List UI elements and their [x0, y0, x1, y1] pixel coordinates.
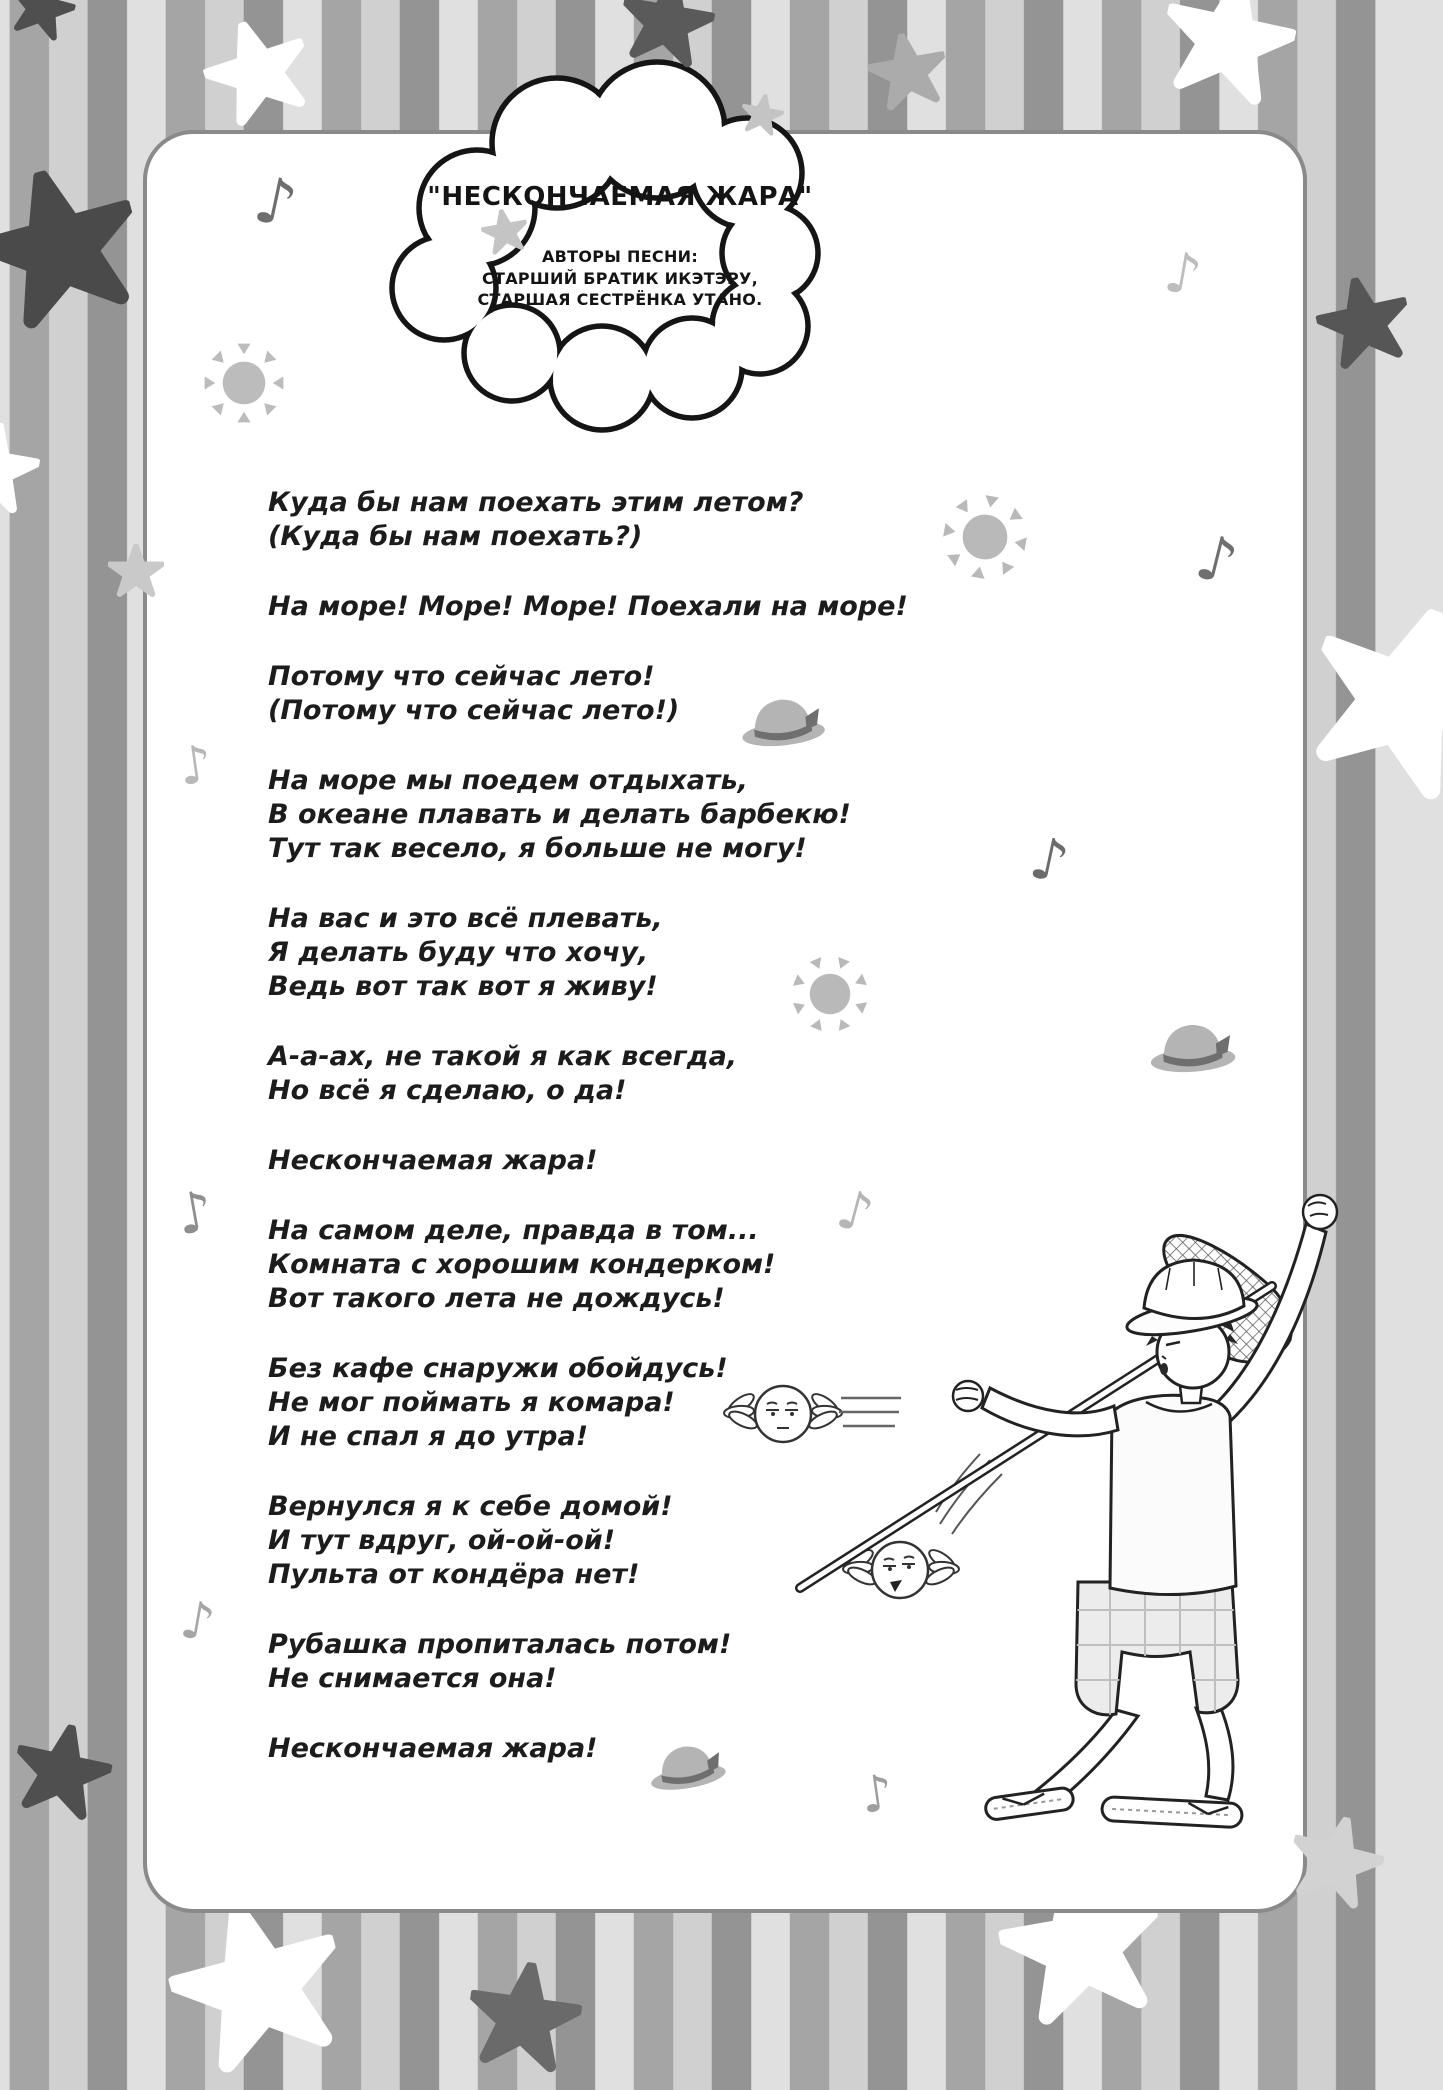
note-icon: ♪ — [247, 162, 304, 244]
lyric-stanza: На море мы поедем отдыхать, В океане плавать и делать барбекю! Тут так весело, я больше не могу! — [268, 765, 851, 864]
star-icon — [621, 0, 713, 72]
note-icon: ♪ — [1024, 822, 1075, 898]
star-icon — [108, 544, 164, 604]
star-icon — [14, 1724, 110, 1824]
lyric-stanza: Нескончаемая жара! — [268, 1145, 598, 1176]
note-icon: ♪ — [1188, 519, 1245, 600]
note-icon: ♪ — [830, 1176, 881, 1247]
star-icon — [1318, 277, 1410, 373]
authors-line: АВТОРЫ ПЕСНИ: — [541, 247, 699, 266]
lyric-stanza: Рубашка пропиталась потом! Не снимается она! — [268, 1629, 732, 1694]
star-icon — [10, 0, 74, 44]
lyric-stanza: На вас и это всё плевать, Я делать буду что хочу, Ведь вот так вот я живу! — [268, 903, 663, 1002]
lyric-stanza: На самом деле, правда в том... Комната с хорошим кондерком! Вот такого лета не дождусь! — [268, 1215, 776, 1314]
lyric-stanza: А-а-ах, не такой я как всегда, Но всё я сделаю, о да! — [268, 1041, 738, 1106]
lyric-stanza: Куда бы нам поехать этим летом? (Куда бы нам поехать?) — [268, 487, 804, 552]
song-title: "НЕСКОНЧАЕМАЯ ЖАРА" — [427, 182, 813, 212]
star-icon — [1309, 605, 1443, 799]
note-icon: ♪ — [857, 1763, 897, 1825]
star-icon — [0, 169, 139, 331]
sun-icon — [203, 342, 285, 428]
hat-icon — [1146, 1012, 1238, 1080]
note-icon: ♪ — [176, 1589, 220, 1655]
star-icon — [741, 94, 783, 140]
lyric-stanza: На море! Море! Море! Поехали на море! — [268, 591, 908, 622]
lyric-stanza: Вернулся я к себе домой! И тут вдруг, ой-ой-ой! Пульта от кондёра нет! — [268, 1491, 673, 1590]
star-icon — [869, 33, 947, 115]
lyrics — [268, 486, 1058, 1802]
authors-line: СТАРШИЙ БРАТИК ИКЭТЭРУ, — [481, 268, 759, 288]
star-icon — [206, 20, 310, 128]
lyric-stanza: Без кафе снаружи обойдусь! Не мог поймать я комара! И не спал я до утра! — [268, 1353, 728, 1452]
lyric-stanza: Нескончаемая жара! — [268, 1733, 598, 1764]
star-icon — [0, 422, 38, 518]
star-icon — [468, 1962, 580, 2078]
star-icon — [482, 209, 528, 259]
note-icon: ♪ — [1159, 239, 1207, 310]
lyric-stanza: Потому что сейчас лето! (Потому что сейчас лето!) — [268, 661, 680, 726]
note-icon: ♪ — [171, 1178, 219, 1249]
authors-line: СТАРШАЯ СЕСТРЁНКА УТАНО. — [477, 290, 763, 309]
note-icon: ♪ — [174, 733, 217, 799]
